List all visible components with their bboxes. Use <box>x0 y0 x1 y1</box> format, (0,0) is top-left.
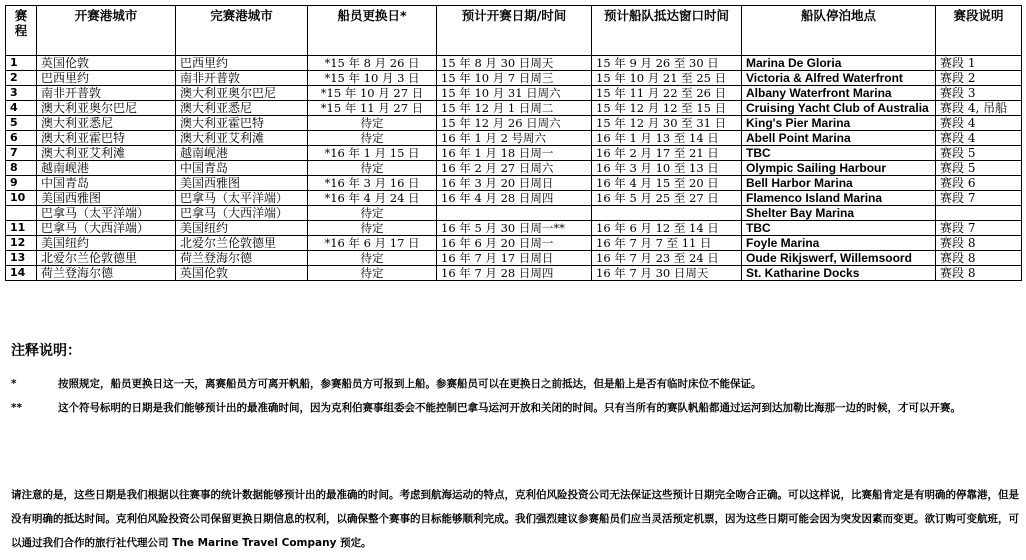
note-text: 按照规定，船员更换日这一天，离赛船员方可离开帆船，参赛船员方可报到上船。参赛船员可以在更换日之前抵达，但是船上是否有临时床位不能保证。 <box>58 378 762 390</box>
cell-departure: 16 年 7 月 17 日周日 <box>437 251 592 266</box>
cell-marina: TBC <box>742 146 936 161</box>
cell-departure <box>437 206 592 221</box>
cell-leg-no: 1 <box>6 56 37 71</box>
cell-leg-note: 赛段 7 <box>936 221 1022 236</box>
cell-leg-note: 赛段 8 <box>936 266 1022 281</box>
cell-departure: 16 年 1 月 2 号周六 <box>437 131 592 146</box>
header-end-port: 完赛港城市 <box>176 6 308 56</box>
table-row <box>6 131 1022 146</box>
cell-marina: St. Katharine Docks <box>742 266 936 281</box>
table-row <box>6 266 1022 281</box>
cell-end-port: 澳大利亚奥尔巴尼 <box>176 86 308 101</box>
cell-leg-no <box>6 206 37 221</box>
cell-departure: 16 年 2 月 27 日周六 <box>437 161 592 176</box>
cell-leg-no: 10 <box>6 191 37 206</box>
cell-start-port: 南非开普敦 <box>37 86 176 101</box>
cell-crew-change: 待定 <box>308 116 437 131</box>
cell-leg-no: 4 <box>6 101 37 116</box>
cell-start-port: 荷兰登海尔德 <box>37 266 176 281</box>
cell-arrival-window: 16 年 7 月 23 至 24 日 <box>592 251 742 266</box>
cell-end-port: 澳大利亚霍巴特 <box>176 116 308 131</box>
table-row <box>6 71 1022 86</box>
cell-crew-change: 待定 <box>308 221 437 236</box>
cell-crew-change: *15 年 8 月 26 日 <box>308 56 437 71</box>
cell-departure: 16 年 4 月 28 日周四 <box>437 191 592 206</box>
cell-end-port: 越南岘港 <box>176 146 308 161</box>
cell-arrival-window: 16 年 3 月 10 至 13 日 <box>592 161 742 176</box>
cell-departure: 15 年 10 月 7 日周三 <box>437 71 592 86</box>
cell-end-port: 荷兰登海尔德 <box>176 251 308 266</box>
cell-end-port: 巴拿马（太平洋端） <box>176 191 308 206</box>
table-row <box>6 116 1022 131</box>
header-marina: 船队停泊地点 <box>742 6 936 56</box>
table-row <box>6 176 1022 191</box>
cell-crew-change: 待定 <box>308 266 437 281</box>
cell-crew-change: *16 年 1 月 15 日 <box>308 146 437 161</box>
header-leg-no: 赛程 <box>6 6 37 56</box>
cell-end-port: 澳大利亚艾利滩 <box>176 131 308 146</box>
cell-departure: 15 年 12 月 1 日周二 <box>437 101 592 116</box>
cell-leg-note: 赛段 4 <box>936 131 1022 146</box>
note-symbol: * <box>11 378 17 390</box>
cell-marina: Olympic Sailing Harbour <box>742 161 936 176</box>
cell-start-port: 美国西雅图 <box>37 191 176 206</box>
cell-leg-note: 赛段 7 <box>936 191 1022 206</box>
cell-crew-change: *16 年 6 月 17 日 <box>308 236 437 251</box>
cell-arrival-window: 16 年 7 月 7 至 11 日 <box>592 236 742 251</box>
cell-leg-no: 8 <box>6 161 37 176</box>
note-symbol: ** <box>11 402 22 414</box>
cell-arrival-window: 15 年 12 月 12 至 15 日 <box>592 101 742 116</box>
disclaimer: 请注意的是，这些日期是我们根据以往赛事的统计数据能够预计出的最准确的时间。考虑到航海运动的特点，克利伯风险投资公司无法保证这些预计日期完全吻合正确。可以这样说，比赛船肯定是有明确的停靠港，但是没有明确的抵达时间。克利伯风险投资公司保留更换日期信息的权利，以确保整个赛事的目标能够顺利完成。我们强烈建议参赛船员们应当灵活预定机票，因为这些日期可能会因为突发因素而变更。欲订购可变航班，可以通过我们合作的旅行社代理公司 The Marine Travel Company 预定。 <box>11 489 1019 549</box>
cell-crew-change: *16 年 3 月 16 日 <box>308 176 437 191</box>
cell-leg-no: 7 <box>6 146 37 161</box>
cell-crew-change: 待定 <box>308 161 437 176</box>
cell-leg-no: 3 <box>6 86 37 101</box>
cell-leg-no: 6 <box>6 131 37 146</box>
cell-crew-change: 待定 <box>308 251 437 266</box>
cell-marina: Flamenco Island Marina <box>742 191 936 206</box>
notes-title: 注释说明： <box>11 343 81 359</box>
cell-marina: King's Pier Marina <box>742 116 936 131</box>
cell-departure: 16 年 7 月 28 日周四 <box>437 266 592 281</box>
cell-marina: Albany Waterfront Marina <box>742 86 936 101</box>
cell-leg-note: 赛段 2 <box>936 71 1022 86</box>
cell-start-port: 越南岘港 <box>37 161 176 176</box>
cell-arrival-window: 16 年 2 月 17 至 21 日 <box>592 146 742 161</box>
cell-leg-note: 赛段 5 <box>936 146 1022 161</box>
cell-crew-change: 待定 <box>308 206 437 221</box>
cell-start-port: 中国青岛 <box>37 176 176 191</box>
cell-start-port: 澳大利亚悉尼 <box>37 116 176 131</box>
header-leg-note: 赛段说明 <box>936 6 1022 56</box>
table-header-row <box>6 6 1022 56</box>
cell-arrival-window: 15 年 11 月 22 至 26 日 <box>592 86 742 101</box>
table-row <box>6 206 1022 221</box>
cell-marina: Oude Rikjswerf, Willemsoord <box>742 251 936 266</box>
cell-arrival-window: 16 年 7 月 30 日周天 <box>592 266 742 281</box>
note-text: 这个符号标明的日期是我们能够预计出的最准确时间，因为克利伯赛事组委会不能控制巴拿马运河开放和关闭的时间。只有当所有的赛队帆船都通过运河到达加勒比海那一边的时候，才可以开赛。 <box>58 402 961 414</box>
cell-start-port: 澳大利亚艾利滩 <box>37 146 176 161</box>
cell-leg-no: 14 <box>6 266 37 281</box>
cell-leg-no: 12 <box>6 236 37 251</box>
schedule-table <box>5 5 1022 281</box>
cell-leg-no: 2 <box>6 71 37 86</box>
table-row <box>6 86 1022 101</box>
cell-marina: Marina De Gloria <box>742 56 936 71</box>
cell-arrival-window: 16 年 6 月 12 至 14 日 <box>592 221 742 236</box>
cell-end-port: 美国纽约 <box>176 221 308 236</box>
cell-marina: Shelter Bay Marina <box>742 206 936 221</box>
cell-departure: 15 年 8 月 30 日周天 <box>437 56 592 71</box>
cell-leg-note: 赛段 8 <box>936 236 1022 251</box>
cell-leg-note: 赛段 8 <box>936 251 1022 266</box>
table-row <box>6 251 1022 266</box>
header-departure: 预计开赛日期/时间 <box>437 6 592 56</box>
table-row <box>6 161 1022 176</box>
cell-departure: 16 年 6 月 20 日周一 <box>437 236 592 251</box>
cell-start-port: 美国纽约 <box>37 236 176 251</box>
cell-end-port: 南非开普敦 <box>176 71 308 86</box>
cell-marina: Cruising Yacht Club of Australia <box>742 101 936 116</box>
cell-leg-note: 赛段 4 <box>936 116 1022 131</box>
cell-arrival-window <box>592 206 742 221</box>
cell-end-port: 巴西里约 <box>176 56 308 71</box>
header-start-port: 开赛港城市 <box>37 6 176 56</box>
cell-crew-change: 待定 <box>308 131 437 146</box>
cell-leg-note: 赛段 6 <box>936 176 1022 191</box>
cell-crew-change: *15 年 10 月 27 日 <box>308 86 437 101</box>
table-row <box>6 146 1022 161</box>
cell-marina: Foyle Marina <box>742 236 936 251</box>
cell-arrival-window: 15 年 12 月 30 至 31 日 <box>592 116 742 131</box>
cell-leg-note: 赛段 1 <box>936 56 1022 71</box>
cell-departure: 16 年 5 月 30 日周一** <box>437 221 592 236</box>
cell-end-port: 巴拿马（大西洋端） <box>176 206 308 221</box>
header-crew-change: 船员更换日* <box>308 6 437 56</box>
cell-marina: Victoria & Alfred Waterfront <box>742 71 936 86</box>
cell-start-port: 澳大利亚奥尔巴尼 <box>37 101 176 116</box>
table-row <box>6 191 1022 206</box>
cell-leg-note: 赛段 3 <box>936 86 1022 101</box>
cell-end-port: 澳大利亚悉尼 <box>176 101 308 116</box>
cell-start-port: 巴拿马（太平洋端） <box>37 206 176 221</box>
cell-end-port: 北爱尔兰伦敦德里 <box>176 236 308 251</box>
cell-marina: TBC <box>742 221 936 236</box>
cell-leg-note <box>936 206 1022 221</box>
cell-start-port: 英国伦敦 <box>37 56 176 71</box>
cell-leg-no: 13 <box>6 251 37 266</box>
cell-leg-note: 赛段 5 <box>936 161 1022 176</box>
cell-arrival-window: 16 年 1 月 13 至 14 日 <box>592 131 742 146</box>
table-row <box>6 221 1022 236</box>
cell-crew-change: *15 年 10 月 3 日 <box>308 71 437 86</box>
cell-departure: 15 年 12 月 26 日周六 <box>437 116 592 131</box>
cell-crew-change: *16 年 4 月 24 日 <box>308 191 437 206</box>
cell-start-port: 北爱尔兰伦敦德里 <box>37 251 176 266</box>
cell-end-port: 美国西雅图 <box>176 176 308 191</box>
cell-marina: Abell Point Marina <box>742 131 936 146</box>
cell-arrival-window: 15 年 9 月 26 至 30 日 <box>592 56 742 71</box>
cell-start-port: 澳大利亚霍巴特 <box>37 131 176 146</box>
cell-end-port: 英国伦敦 <box>176 266 308 281</box>
table-row <box>6 56 1022 71</box>
cell-leg-no: 9 <box>6 176 37 191</box>
cell-departure: 15 年 10 月 31 日周六 <box>437 86 592 101</box>
header-arrival-window: 预计船队抵达窗口时间 <box>592 6 742 56</box>
cell-departure: 16 年 1 月 18 日周一 <box>437 146 592 161</box>
cell-departure: 16 年 3 月 20 日周日 <box>437 176 592 191</box>
cell-arrival-window: 16 年 4 月 15 至 20 日 <box>592 176 742 191</box>
table-row <box>6 236 1022 251</box>
cell-leg-no: 5 <box>6 116 37 131</box>
cell-end-port: 中国青岛 <box>176 161 308 176</box>
cell-leg-no: 11 <box>6 221 37 236</box>
cell-start-port: 巴西里约 <box>37 71 176 86</box>
cell-leg-note: 赛段 4, 吊船 <box>936 101 1022 116</box>
cell-arrival-window: 16 年 5 月 25 至 27 日 <box>592 191 742 206</box>
cell-crew-change: *15 年 11 月 27 日 <box>308 101 437 116</box>
cell-arrival-window: 15 年 10 月 21 至 25 日 <box>592 71 742 86</box>
cell-start-port: 巴拿马（大西洋端） <box>37 221 176 236</box>
table-row <box>6 101 1022 116</box>
cell-marina: Bell Harbor Marina <box>742 176 936 191</box>
